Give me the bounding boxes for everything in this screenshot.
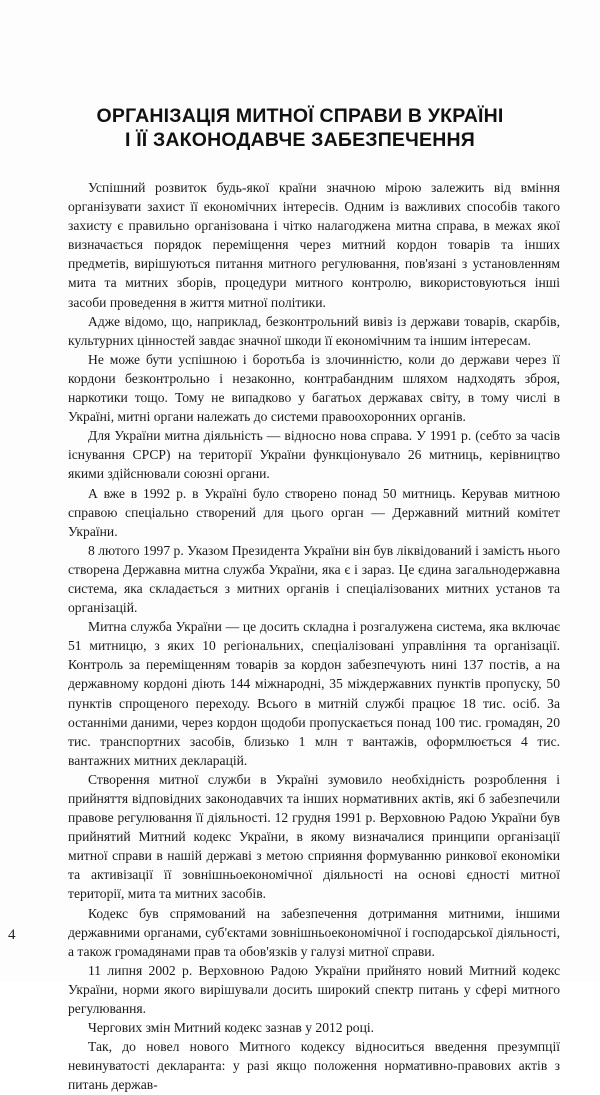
paragraph: Не може бути успішною і боротьба із злочинністю, коли до держави через її кордони безконтрольно і незаконно, контрабандним шляхом надходять зброя, наркотики тощо. Тому не випадково у багатьох державах світу, в тому числі в Україні, митні органи належать до системи правоохоронних органів. xyxy=(68,351,560,425)
paragraph: 11 липня 2002 р. Верховною Радою України прийнято новий Митний кодекс України, норми якого вирішували досить широкий спектр питань у сфері митного регулювання. xyxy=(68,962,560,1017)
chapter-title-line-1: ОРГАНІЗАЦІЯ МИТНОЇ СПРАВИ В УКРАЇНІ xyxy=(96,105,504,127)
chapter-title-line-2: І ЇЇ ЗАКОНОДАВЧЕ ЗАБЕЗПЕЧЕННЯ xyxy=(124,129,476,151)
page-number: 4 xyxy=(8,927,16,943)
paragraph: Чергових змін Митний кодекс зазнав у 2012 році. xyxy=(88,1020,375,1036)
paragraph: Успішний розвиток будь-якої країни значною мірою залежить від вміння організувати захист її економічних інтересів. Одним із важливих способів такого захисту є правильно організована і чітко налагоджена митна справа, в межах якої визначається порядок переміщення через митний кордон товарів та інших предметів, вирішуються питання митного регулювання, пов'язані з установленням мита та митних зборів, процедури митного контролю, використовуються інші засоби проведення в життя митної політики. xyxy=(68,180,560,310)
paragraph: Митна служба України — це досить складна і розгалужена система, яка включає 51 митницю, з яких 10 регіональних, спеціалізовані управління та організації. Контроль за переміщенням товарів за кордон забезпечують нині 137 постів, а на державному кордоні діють 144 міжнародні, 35 міждержавних пунктів пропуску, 50 пунктів спрощеного переходу. Всього в митній службі працює 18 тис. осіб. За останніми даними, через кордон щодоби пропускається понад 100 тис. громадян, 20 тис. транспортних засобів, близько 1 млн т вантажів, оформлюється 4 тис. вантажних митних декларацій. xyxy=(68,619,560,768)
chapter-title xyxy=(0,104,600,152)
paragraph: Так, до новел нового Митного кодексу відноситься введення презумпції невинуватості декларанта: у разі якщо положення нормативно-правових актів з питань держав- xyxy=(68,1039,560,1093)
paragraph: Адже відомо, що, наприклад, безконтрольний вивіз із держави товарів, скарбів, культурних цінностей завдає значної шкоди її економічним та іншим інтересам. xyxy=(68,313,560,348)
paragraph: Кодекс був спрямований на забезпечення дотримання митними, іншими державними органами, суб'єктами зовнішньоекономічної і господарської діяльності, а також громадянами прав та обов'язків у галузі митної справи. xyxy=(68,905,560,959)
paragraph: 8 лютого 1997 р. Указом Президента України він був ліквідований і замість нього створена Державна митна служба України, яка є і зараз. Це єдина загальнодержавна система, яка складається з митних органів і спеціалізованих митних установ та організацій. xyxy=(68,542,560,616)
paragraph: А вже в 1992 р. в Україні було створено понад 50 митниць. Керував митною справою спеціально створений для цього орган — Державний митний комітет України. xyxy=(68,485,560,539)
chapter-body xyxy=(68,178,560,1095)
paragraph: Створення митної служби в Україні зумовило необхідність розроблення і прийняття відповідних законодавчих та інших нормативних актів, які б забезпечили правове регулювання її діяльності. 12 грудня 1991 р. Верховною Радою України був прийнятий Митний кодекс України, в якому визначалися принципи організації митної справи в нашій державі з метою сприяння формуванню ринкової економіки та активізації її зовнішньоекономічної діяльності на основі єдності митної території, мита та митних засобів. xyxy=(68,771,560,902)
paragraph: Для України митна діяльність — відносно нова справа. У 1991 р. (себто за часів існування СРСР) на території України функціонувало 26 митниць, керівництво якими здійснювали союзні органи. xyxy=(68,428,560,482)
